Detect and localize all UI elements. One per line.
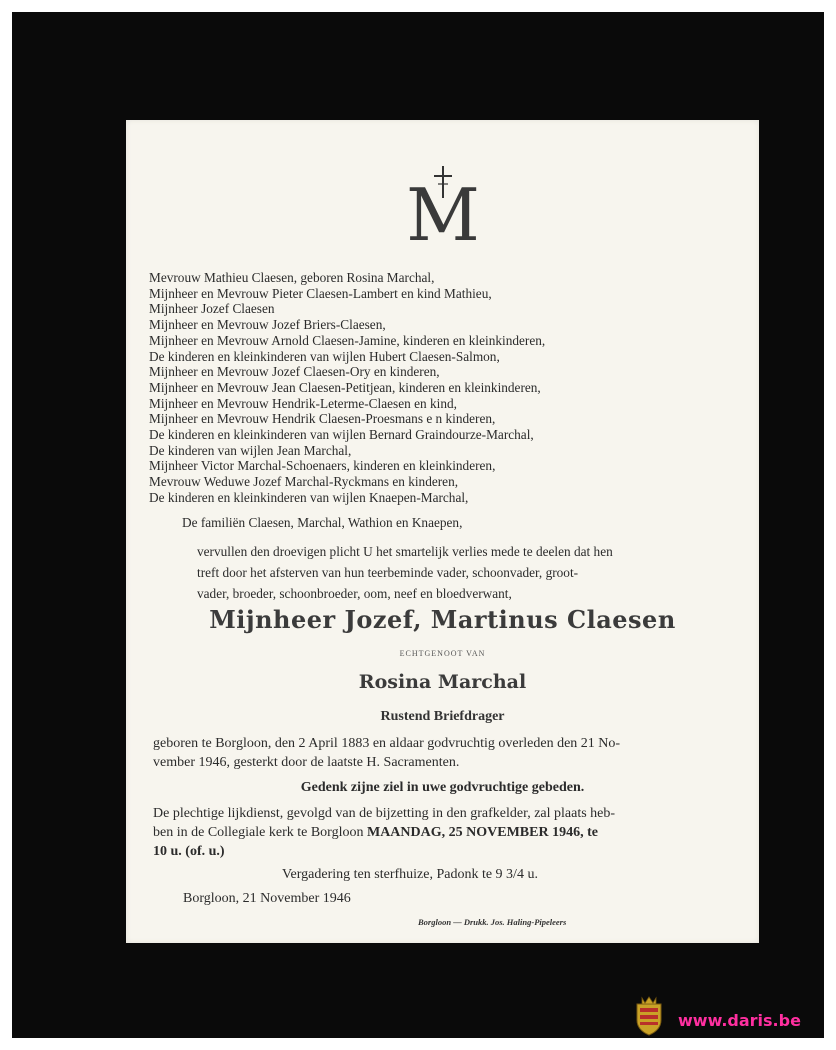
announcement-line: vervullen den droevigen plicht U het smartelijk verlies mede te deelen dat hen	[197, 544, 613, 559]
black-frame	[12, 12, 824, 1038]
deceased-name: Mijnheer Jozef, Martinus Claesen	[209, 605, 676, 634]
family-line: Mevrouw Weduwe Jozef Marchal-Ryckmans en kinderen,	[149, 474, 459, 490]
funeral-date: MAANDAG, 25 NOVEMBER 1946, te	[366, 825, 598, 840]
family-line: Mijnheer en Mevrouw Jozef Claesen-Ory en kinderen,	[149, 364, 440, 380]
family-list	[149, 270, 749, 506]
family-line: De kinderen en kleinkinderen van wijlen Bernard Graindourze-Marchal,	[149, 427, 534, 443]
family-line: Mijnheer en Mevrouw Pieter Claesen-Lambert en kind Mathieu,	[149, 285, 492, 301]
family-line: Mijnheer en Mevrouw Jozef Briers-Claesen,	[149, 317, 386, 333]
family-line: De kinderen van wijlen Jean Marchal,	[149, 442, 352, 458]
website-watermark-link[interactable]: www.daris.be	[678, 1011, 801, 1030]
funeral-line-2	[153, 823, 733, 842]
prayer-request: Gedenk zijne ziel in uwe godvruchtige gebeden.	[300, 780, 585, 795]
coat-of-arms-icon	[634, 996, 664, 1036]
funeral-details	[153, 804, 733, 861]
spouse-label: ECHTGENOOT VAN	[399, 649, 486, 658]
funeral-line-start: ben in de Collegiale kerk te Borgloon	[153, 825, 364, 840]
family-line: Mijnheer Victor Marchal-Schoenaers, kinderen en kleinkinderen,	[149, 458, 496, 474]
family-line: Mijnheer en Mevrouw Hendrik-Leterme-Claesen en kind,	[149, 395, 457, 411]
marian-monogram-logo	[398, 164, 488, 244]
funeral-time-line	[153, 842, 733, 861]
printer-credit: Borgloon — Drukk. Jos. Haling-Pipeleers	[418, 917, 567, 927]
birth-line: vember 1946, gesterkt door de laatste H. Sacramenten.	[153, 755, 460, 770]
monogram-letter: M	[406, 173, 480, 244]
family-line: Mevrouw Mathieu Claesen, geboren Rosina Marchal,	[149, 270, 435, 285]
birth-line: geboren te Borgloon, den 2 April 1883 en aldaar godvruchtig overleden den 21 No-	[153, 736, 621, 751]
funeral-time: 10 u. (of. u.)	[153, 844, 225, 859]
place-date: Borgloon, 21 November 1946	[183, 891, 351, 906]
family-line: Mijnheer en Mevrouw Hendrik Claesen-Proesmans e n kinderen,	[149, 411, 496, 427]
meeting-line: Vergadering ten sterfhuize, Padonk te 9 3/4 u.	[282, 867, 538, 882]
family-line: De kinderen en kleinkinderen van wijlen Knaepen-Marchal,	[149, 489, 469, 505]
families-line: De familiën Claesen, Marchal, Wathion en Knaepen,	[182, 515, 463, 530]
family-line: Mijnheer en Mevrouw Arnold Claesen-Jamine, kinderen en kleinkinderen,	[149, 332, 546, 348]
family-line: Mijnheer Jozef Claesen	[149, 301, 275, 317]
occupation: Rustend Briefdrager	[380, 709, 505, 724]
announcement-line: treft door het afsterven van hun teerbeminde vader, schoonvader, groot-	[197, 565, 579, 580]
funeral-line: De plechtige lijkdienst, gevolgd van de bijzetting in den grafkelder, zal plaats heb-	[153, 806, 616, 821]
family-line: Mijnheer en Mevrouw Jean Claesen-Petitjean, kinderen en kleinkinderen,	[149, 379, 541, 395]
family-line: De kinderen en kleinkinderen van wijlen Hubert Claesen-Salmon,	[149, 348, 500, 364]
death-notice-card	[126, 120, 759, 943]
announcement-text	[197, 541, 719, 604]
spouse-name: Rosina Marchal	[358, 671, 527, 693]
birth-death-details	[153, 734, 723, 772]
announcement-line: vader, broeder, schoonbroeder, oom, neef en bloedverwant,	[197, 586, 512, 601]
